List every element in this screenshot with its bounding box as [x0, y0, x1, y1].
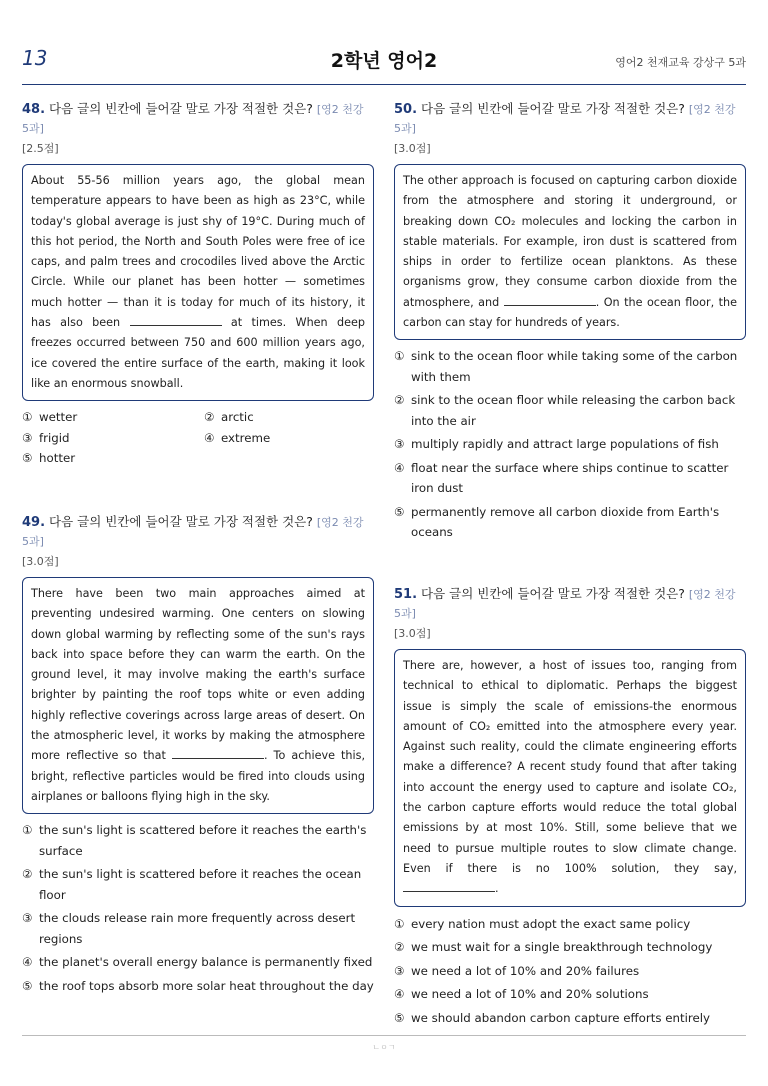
- question-50: [394, 100, 746, 546]
- choice-text: multiply rapidly and attract large populations of fish: [411, 437, 719, 452]
- choice-4[interactable]: [204, 428, 374, 449]
- question-source: [영2 천강 5과]: [394, 588, 736, 620]
- choice-text: the roof tops absorb more solar heat throughout the day: [39, 978, 374, 993]
- choice-5[interactable]: [394, 1007, 746, 1031]
- passage-text: The other approach is focused on capturing carbon dioxide from the atmosphere and storing it underground, or breaking down CO₂ molecules and locking the carbon in stable materials. For example, iron dust is scattered from ships in order to fertilize ocean planktons. As these organisms grow, they consume carbon dioxide from the atmosphere, and: [403, 174, 737, 309]
- choice-number: ④: [394, 987, 405, 1002]
- choice-4[interactable]: [394, 458, 746, 499]
- question-prompt: 다음 글의 빈칸에 들어갈 말로 가장 적절한 것은?: [49, 101, 313, 116]
- passage-text: There have been two main approaches aimed at preventing undesired warming. One centers on slowing down global warming by reflecting some of the sun's rays back into space before they can warm the earth. On the ground level, it may involve making the earth's surface brighter by painting the roof tops white or even adding highly reflective coverings across large areas of desert. On the atmospheric level, it works by making the atmosphere more reflective so that: [31, 587, 365, 763]
- choice-number: ④: [22, 955, 33, 970]
- choice-text: sink to the ocean floor while taking some of the carbon with them: [411, 349, 738, 384]
- choice-number: ③: [22, 911, 33, 926]
- choice-2[interactable]: [204, 407, 374, 428]
- question-points: [2.5점]: [22, 142, 59, 155]
- answer-blank: [172, 748, 264, 759]
- choice-4[interactable]: [394, 983, 746, 1007]
- choice-text: the sun's light is scattered before it reaches the ocean floor: [39, 867, 362, 902]
- question-header: [394, 585, 746, 623]
- choice-text: float near the surface where ships continue to scatter iron dust: [411, 460, 729, 496]
- question-number: 48.: [22, 102, 46, 117]
- choice-text: we should abandon carbon capture efforts entirely: [411, 1010, 710, 1025]
- choice-text: we need a lot of 10% and 20% failures: [411, 963, 640, 978]
- footer-mark: ㄴㅇㄱ: [372, 1043, 396, 1052]
- choice-text: the clouds release rain more frequently across desert regions: [39, 911, 356, 946]
- choice-text: hotter: [39, 451, 76, 466]
- question-49: [22, 513, 374, 999]
- choice-2[interactable]: [394, 390, 746, 431]
- question-51: [394, 585, 746, 1030]
- question-header: [22, 100, 374, 138]
- choice-list: [22, 820, 374, 996]
- choice-5[interactable]: [22, 448, 204, 469]
- choice-text: the planet's overall energy balance is permanently fixed: [39, 955, 373, 970]
- choice-1[interactable]: [394, 346, 746, 387]
- question-points: [3.0점]: [394, 142, 431, 155]
- choice-number: ①: [22, 410, 33, 425]
- page-title: 2학년 영어2: [330, 50, 438, 72]
- question-source: [영2 천강 5과]: [394, 103, 736, 135]
- choice-3[interactable]: [22, 428, 204, 449]
- choice-number: ①: [394, 349, 405, 364]
- choice-text: we must wait for a single breakthrough technology: [411, 940, 713, 955]
- choice-3[interactable]: [394, 960, 746, 984]
- choice-text: the sun's light is scattered before it reaches the earth's surface: [39, 823, 367, 858]
- choice-number: ④: [394, 460, 405, 475]
- choice-number: ⑤: [394, 1010, 405, 1025]
- question-points: [3.0점]: [22, 555, 59, 568]
- passage-box: [22, 164, 374, 401]
- question-number: 51.: [394, 587, 418, 602]
- passage-text: . On the ocean floor, the carbon can stay for hundreds of years.: [403, 295, 737, 330]
- passage-box: [394, 649, 746, 907]
- subject-label: 영어2 천재교육 강상구 5과: [615, 56, 746, 69]
- choice-list: [394, 913, 746, 1031]
- choice-list: [22, 407, 374, 469]
- passage-box: [22, 577, 374, 814]
- choice-number: ②: [394, 393, 405, 408]
- choice-1[interactable]: [22, 820, 374, 861]
- question-header: [394, 100, 746, 138]
- choice-1[interactable]: [22, 407, 204, 428]
- choice-number: ①: [394, 916, 405, 931]
- choice-3[interactable]: [394, 434, 746, 455]
- passage-text: at times. When deep freezes occurred between 750 and 600 million years ago, ice covered the entire surface of the earth, making it look like an enormous snowball.: [31, 316, 365, 390]
- question-points: [3.0점]: [394, 627, 431, 640]
- choice-2[interactable]: [22, 864, 374, 905]
- page-header: [22, 44, 746, 76]
- choice-text: sink to the ocean floor while releasing the carbon back into the air: [411, 393, 736, 428]
- answer-blank: [504, 295, 596, 306]
- choice-number: ⑤: [22, 978, 33, 993]
- choice-number: ④: [204, 430, 215, 445]
- question-48: [22, 100, 374, 469]
- page-number: 13: [22, 46, 48, 70]
- question-number: 50.: [394, 102, 418, 117]
- choice-5[interactable]: [394, 502, 746, 543]
- question-prompt: 다음 글의 빈칸에 들어갈 말로 가장 적절한 것은?: [421, 101, 685, 116]
- passage-box: [394, 164, 746, 340]
- passage-text: .: [495, 882, 499, 896]
- choice-number: ③: [22, 430, 33, 445]
- footer-divider: [22, 1035, 746, 1036]
- question-source: [영2 천강 5과]: [22, 103, 364, 135]
- choice-number: ②: [394, 940, 405, 955]
- choice-2[interactable]: [394, 936, 746, 960]
- question-prompt: 다음 글의 빈칸에 들어갈 말로 가장 적절한 것은?: [421, 586, 685, 601]
- answer-blank: [403, 881, 495, 892]
- choice-text: we need a lot of 10% and 20% solutions: [411, 987, 649, 1002]
- question-number: 49.: [22, 515, 46, 530]
- choice-list: [394, 346, 746, 543]
- passage-text: There are, however, a host of issues too, ranging from technical to ethical to diplomatic. Perhaps the biggest issue is simply the scale of emissions-the enormous amount of CO₂ emitted into the atmosphere every year. Against such reality, could the climate engineering efforts make a difference? A recent study found that after taking into account the energy used to capture and isolate CO₂, the carbon capture efforts would reduce the total global emissions by at most 10%. Still, some believe that we need to pursue multiple routes to slow climate change. Even if there is no 100% solution, they say,: [403, 659, 737, 875]
- choice-number: ②: [22, 867, 33, 882]
- choice-text: frigid: [39, 430, 70, 445]
- header-divider: [22, 84, 746, 85]
- choice-text: wetter: [39, 410, 78, 425]
- answer-blank: [130, 315, 222, 326]
- choice-text: extreme: [221, 430, 271, 445]
- passage-text: About 55-56 million years ago, the global mean temperature appears to have been as high as 23°C, while today's global average is just shy of 19°C. During much of this hot period, the North and South Poles were free of ice caps, and palm trees and crocodiles lived above the Arctic Circle. While our planet has been hotter — sometimes much hotter — than it is today for much of its history, it has also been: [31, 174, 365, 330]
- question-prompt: 다음 글의 빈칸에 들어갈 말로 가장 적절한 것은?: [49, 514, 313, 529]
- choice-5[interactable]: [22, 976, 374, 997]
- choice-text: permanently remove all carbon dioxide from Earth's oceans: [411, 504, 720, 540]
- choice-number: ①: [22, 823, 33, 838]
- choice-number: ⑤: [22, 451, 33, 466]
- choice-text: every nation must adopt the exact same policy: [411, 916, 691, 931]
- question-header: [22, 513, 374, 551]
- choice-4[interactable]: [22, 952, 374, 973]
- choice-number: ③: [394, 437, 405, 452]
- choice-3[interactable]: [22, 908, 374, 949]
- passage-text: . To achieve this, bright, reflective particles would be fired into clouds using airplanes or balloons flying high in the sky.: [31, 749, 366, 803]
- choice-1[interactable]: [394, 913, 746, 937]
- choice-number: ⑤: [394, 504, 405, 519]
- choice-text: arctic: [221, 410, 254, 425]
- choice-number: ③: [394, 963, 405, 978]
- choice-number: ②: [204, 410, 215, 425]
- question-source: [영2 천강 5과]: [22, 516, 364, 548]
